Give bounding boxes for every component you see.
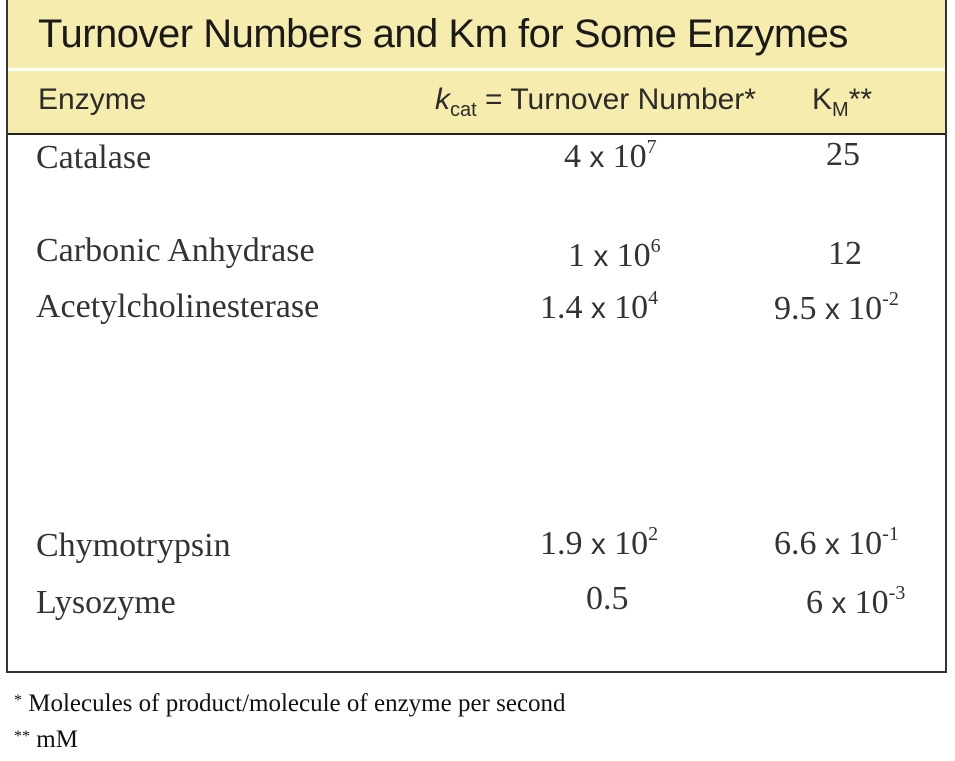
km-catalase: 25 [826,136,860,173]
footnote-km-units: ** mM [14,726,78,753]
header-enzyme: Enzyme [38,83,147,116]
header-kcat: $k_{cat}$ = Turnover Number* [435,83,756,121]
kcat-carbonic-anhydrase: 1 x $10^6$ [568,235,661,274]
enzyme-name-lysozyme: Lysozyme [36,584,176,621]
kcat-catalase: 4 x $10^7$ [564,136,657,175]
km-chymotrypsin: 6.6 x $10^{-1}$ [774,523,899,562]
kcat-acetylcholinesterase: 1.4 x $10^4$ [540,287,659,326]
km-carbonic-anhydrase: 12 [828,235,862,272]
enzyme-name-acetylcholinesterase: Acetylcholinesterase [36,288,320,325]
header-km: $K_M**$ [812,83,873,121]
enzyme-table [6,0,947,673]
kcat-chymotrypsin: 1.9 x $10^2$ [540,523,659,562]
enzyme-name-catalase: Catalase [36,139,152,176]
column-header-row [8,71,945,135]
title-bar [8,0,945,68]
footnote-turnover: * Molecules of product/molecule of enzyme per second [14,690,566,717]
enzyme-name-chymotrypsin: Chymotrypsin [36,527,231,564]
enzyme-name-carbonic-anhydrase: Carbonic Anhydrase [36,232,315,269]
km-acetylcholinesterase: 9.5 x $10^{-2}$ [774,288,899,327]
km-lysozyme: 6 x $10^{-3}$ [806,582,906,621]
table-title: Turnover Numbers and Km for Some Enzymes [38,12,848,56]
kcat-lysozyme: 0.5 [586,580,629,617]
